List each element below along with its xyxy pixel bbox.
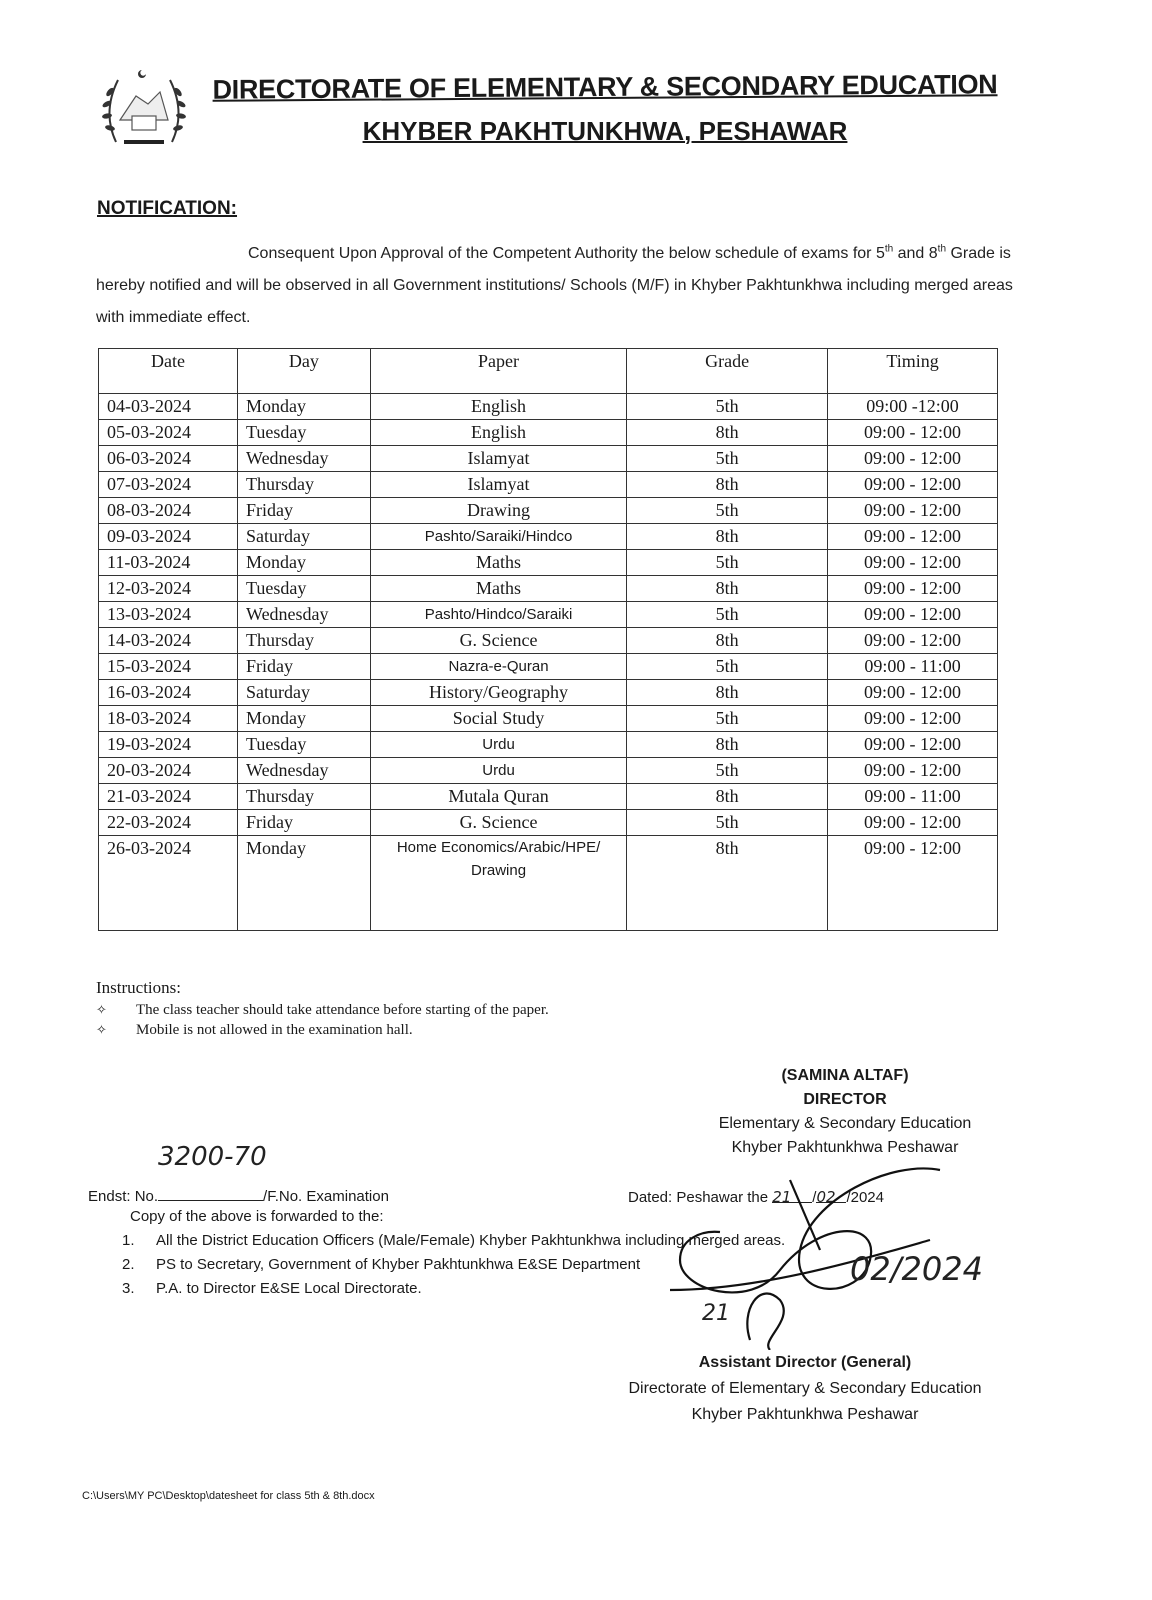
cell-date: 26-03-2024 [99, 836, 238, 931]
file-path-footer: C:\Users\MY PC\Desktop\datesheet for class 5th & 8th.docx [82, 1490, 375, 1502]
table-row [99, 472, 998, 498]
handwritten-date: 02/2024 [850, 1250, 983, 1288]
assistant-designation: Assistant Director (General) [698, 1354, 912, 1371]
cell-grade: 8th [627, 472, 828, 498]
cell-paper: Islamyat [370, 446, 626, 472]
cell-paper: Drawing [370, 498, 626, 524]
cell-paper: Islamyat [370, 472, 626, 498]
kp-emblem-icon [96, 62, 192, 158]
assistant-location: Khyber Pakhtunkhwa Peshawar [691, 1406, 919, 1423]
table-row [99, 524, 998, 550]
handwritten-endorsement-number: 3200-70 [158, 1142, 267, 1172]
cell-grade: 8th [627, 628, 828, 654]
instruction-item [96, 1002, 549, 1019]
cell-paper: G. Science [370, 810, 626, 836]
table-row [99, 836, 998, 931]
cell-date: 20-03-2024 [99, 758, 238, 784]
recipient-text: PS to Secretary, Government of Khyber Pakhtunkhwa E&SE Department [156, 1256, 641, 1273]
cell-grade: 5th [627, 810, 828, 836]
cell-grade: 5th [627, 394, 828, 420]
cell-date: 22-03-2024 [99, 810, 238, 836]
cell-day: Tuesday [238, 576, 371, 602]
table-row [99, 810, 998, 836]
endorsement-line [88, 1186, 389, 1205]
dated-year: /2024 [846, 1189, 884, 1206]
cell-day: Saturday [238, 524, 371, 550]
cell-day: Thursday [238, 784, 371, 810]
superscript: th [937, 243, 947, 255]
cell-day: Monday [238, 836, 371, 931]
cell-day: Thursday [238, 628, 371, 654]
director-designation: DIRECTOR [803, 1091, 887, 1108]
header-paper: Paper [370, 349, 626, 394]
recipient-text: All the District Education Officers (Male/Female) Khyber Pakhtunkhwa including merged areas. [156, 1232, 786, 1249]
table-row [99, 758, 998, 784]
header-date: Date [99, 349, 238, 394]
dated-prefix: Dated: Peshawar the [628, 1189, 769, 1206]
header-grade: Grade [627, 349, 828, 394]
diamond-bullet-icon: ✧ [96, 1003, 107, 1018]
cell-grade: 5th [627, 758, 828, 784]
cell-timing: 09:00 - 12:00 [828, 836, 998, 931]
cell-grade: 8th [627, 732, 828, 758]
cell-date: 15-03-2024 [99, 654, 238, 680]
cell-paper: English [370, 394, 626, 420]
instruction-text: Mobile is not allowed in the examination hall. [136, 1022, 413, 1038]
cell-date: 19-03-2024 [99, 732, 238, 758]
header-timing: Timing [828, 349, 998, 394]
cell-grade: 5th [627, 654, 828, 680]
director-dept: Elementary & Secondary Education [718, 1115, 972, 1132]
cell-date: 08-03-2024 [99, 498, 238, 524]
body-text: Consequent Upon Approval of the Competent Authority the below schedule of exams for 5 [248, 245, 885, 262]
director-signature-block [690, 1064, 1000, 1160]
cell-day: Thursday [238, 472, 371, 498]
table-row [99, 420, 998, 446]
instructions-heading: Instructions: [96, 978, 181, 997]
cell-paper: Pashto/Hindco/Saraiki [370, 602, 626, 628]
cell-paper: Maths [370, 576, 626, 602]
cell-day: Saturday [238, 680, 371, 706]
endorsement-prefix: Endst: No. [88, 1188, 159, 1205]
table-row [99, 784, 998, 810]
directorate-title: DIRECTORATE OF ELEMENTARY & SECONDARY EDUCATION [212, 69, 998, 105]
diamond-bullet-icon: ✧ [96, 1023, 107, 1038]
cell-date: 06-03-2024 [99, 446, 238, 472]
cell-grade: 8th [627, 420, 828, 446]
table-row [99, 706, 998, 732]
cell-date: 09-03-2024 [99, 524, 238, 550]
dated-month: 02 [816, 1188, 846, 1203]
cell-day: Friday [238, 498, 371, 524]
notification-body [96, 238, 1031, 334]
table-header-row [99, 349, 998, 394]
notification-heading: NOTIFICATION: [97, 198, 238, 219]
director-name: (SAMINA ALTAF) [781, 1067, 909, 1084]
cell-paper: Home Economics/Arabic/HPE/ Drawing [370, 836, 626, 931]
cell-timing: 09:00 - 12:00 [828, 602, 998, 628]
cell-grade: 5th [627, 706, 828, 732]
table-row [99, 394, 998, 420]
cell-paper: History/Geography [370, 680, 626, 706]
recipient-item: 3. P.A. to Director E&SE Local Directorate. [122, 1280, 422, 1297]
cell-timing: 09:00 - 12:00 [828, 706, 998, 732]
cell-timing: 09:00 - 12:00 [828, 628, 998, 654]
header-day: Day [238, 349, 371, 394]
cell-date: 04-03-2024 [99, 394, 238, 420]
cell-grade: 5th [627, 550, 828, 576]
cell-timing: 09:00 - 12:00 [828, 732, 998, 758]
copy-forwarded-line: Copy of the above is forwarded to the: [130, 1208, 384, 1225]
cell-day: Wednesday [238, 446, 371, 472]
cell-timing: 09:00 - 12:00 [828, 758, 998, 784]
directorate-subtitle: KHYBER PAKHTUNKHWA, PESHAWAR [362, 116, 848, 146]
cell-grade: 8th [627, 784, 828, 810]
table-row [99, 576, 998, 602]
cell-timing: 09:00 - 12:00 [828, 810, 998, 836]
cell-timing: 09:00 - 12:00 [828, 576, 998, 602]
recipient-item: 1. All the District Education Officers (Male/Female) Khyber Pakhtunkhwa including merged areas. [122, 1232, 786, 1249]
cell-grade: 8th [627, 524, 828, 550]
assistant-dept: Directorate of Elementary & Secondary Education [628, 1380, 982, 1397]
cell-timing: 09:00 - 11:00 [828, 784, 998, 810]
cell-paper: Mutala Quran [370, 784, 626, 810]
cell-day: Tuesday [238, 420, 371, 446]
assistant-director-block [600, 1350, 1010, 1428]
cell-grade: 8th [627, 680, 828, 706]
recipient-item: 2. PS to Secretary, Government of Khyber Pakhtunkhwa E&SE Department [122, 1256, 641, 1273]
director-location: Khyber Pakhtunkhwa Peshawar [731, 1139, 959, 1156]
recipient-text: P.A. to Director E&SE Local Directorate. [156, 1280, 422, 1297]
cell-date: 14-03-2024 [99, 628, 238, 654]
exam-schedule-table [98, 348, 998, 931]
cell-timing: 09:00 - 12:00 [828, 446, 998, 472]
cell-paper: Urdu [370, 758, 626, 784]
body-text: Grade is hereby notified and will be observed in all Government institutions/ Schools (M/F) in Khyber Pakhtunkhwa including merged areas with immediate effect. [96, 245, 1013, 326]
cell-date: 16-03-2024 [99, 680, 238, 706]
table-row [99, 550, 998, 576]
cell-grade: 5th [627, 446, 828, 472]
signature-scribble-icon [660, 1160, 1020, 1350]
cell-timing: 09:00 - 12:00 [828, 472, 998, 498]
dated-line: Dated: Peshawar the 21 /02 /2024 [628, 1188, 884, 1206]
cell-date: 21-03-2024 [99, 784, 238, 810]
cell-grade: 8th [627, 836, 828, 931]
instruction-text: The class teacher should take attendance before starting of the paper. [136, 1002, 549, 1018]
cell-day: Monday [238, 550, 371, 576]
table-row [99, 602, 998, 628]
table-row [99, 628, 998, 654]
cell-day: Friday [238, 810, 371, 836]
body-text: and 8 [893, 245, 938, 262]
cell-day: Friday [238, 654, 371, 680]
cell-timing: 09:00 - 12:00 [828, 550, 998, 576]
cell-grade: 5th [627, 498, 828, 524]
table-row [99, 732, 998, 758]
endorsement-suffix: /F.No. Examination [263, 1188, 389, 1205]
cell-date: 18-03-2024 [99, 706, 238, 732]
cell-timing: 09:00 -12:00 [828, 394, 998, 420]
cell-date: 05-03-2024 [99, 420, 238, 446]
table-row [99, 680, 998, 706]
cell-day: Wednesday [238, 602, 371, 628]
cell-date: 13-03-2024 [99, 602, 238, 628]
superscript: th [884, 243, 894, 255]
cell-grade: 5th [627, 602, 828, 628]
cell-timing: 09:00 - 12:00 [828, 680, 998, 706]
table-row [99, 498, 998, 524]
cell-day: Tuesday [238, 732, 371, 758]
table-row [99, 654, 998, 680]
cell-paper: G. Science [370, 628, 626, 654]
cell-timing: 09:00 - 12:00 [828, 420, 998, 446]
cell-day: Monday [238, 394, 371, 420]
cell-paper: Pashto/Saraiki/Hindco [370, 524, 626, 550]
endorsement-number-blank [158, 1186, 263, 1201]
cell-paper: Maths [370, 550, 626, 576]
instruction-item [96, 1022, 413, 1039]
cell-date: 11-03-2024 [99, 550, 238, 576]
cell-paper: Nazra-e-Quran [370, 654, 626, 680]
cell-timing: 09:00 - 12:00 [828, 498, 998, 524]
cell-paper: Social Study [370, 706, 626, 732]
cell-timing: 09:00 - 11:00 [828, 654, 998, 680]
table-row [99, 446, 998, 472]
cell-day: Wednesday [238, 758, 371, 784]
cell-paper: English [370, 420, 626, 446]
cell-grade: 8th [627, 576, 828, 602]
cell-timing: 09:00 - 12:00 [828, 524, 998, 550]
cell-date: 07-03-2024 [99, 472, 238, 498]
handwritten-day: 21 [702, 1301, 730, 1326]
dated-day: 21 [772, 1188, 812, 1203]
cell-date: 12-03-2024 [99, 576, 238, 602]
cell-day: Monday [238, 706, 371, 732]
cell-paper: Urdu [370, 732, 626, 758]
